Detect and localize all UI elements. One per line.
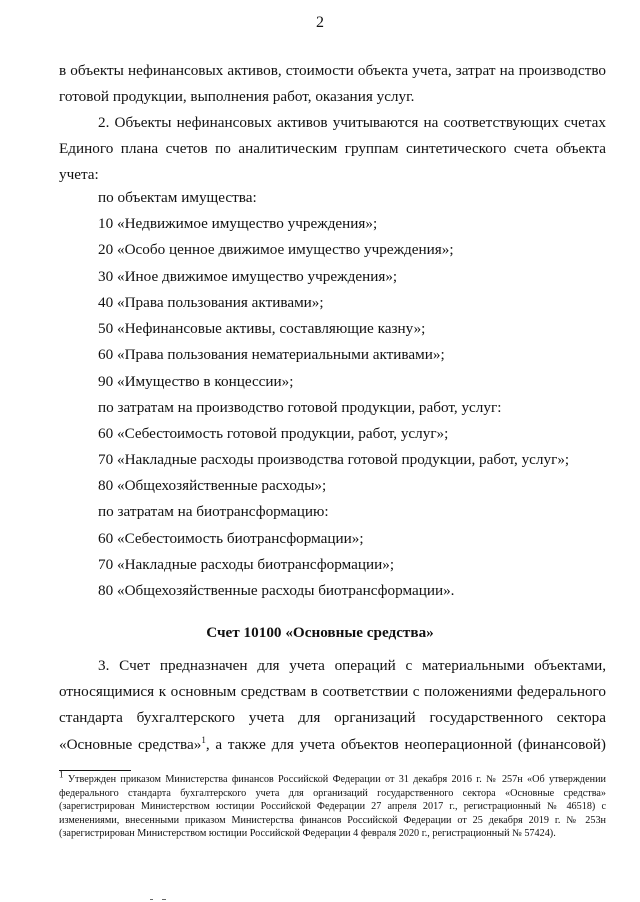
footnote-marker: 1 [59,769,64,780]
scan-artifact [162,899,166,900]
list-line: 80 «Общехозяйственные расходы»; [98,477,327,494]
list-line: 50 «Нефинансовые активы, составляющие казну»; [98,320,426,337]
list-line: 60 «Себестоимость биотрансформации»; [98,530,364,547]
page-number: 2 [316,14,324,31]
paragraph-3-text-continued: , а также для учета объектов неоперационной (финансовой) [205,735,606,753]
scan-artifact [150,899,153,900]
footnote-reference[interactable]: 1 [201,734,206,745]
paragraph-2-intro: 2. Объекты нефинансовых активов учитываются на соответствующих счетах Единого плана счетов по аналитическим группам синтетического счета объекта учета: [59,114,606,184]
list-line: 80 «Общехозяйственные расходы биотрансформации». [98,582,455,599]
list-line: 60 «Права пользования нематериальными активами»; [98,346,445,363]
paragraph-3-text: 3. Счет предназначен для учета операций с материальными объектами, относящимися к основным средствам в соответствии с положениями федерального стандарта бухгалтерского учета для организаций государственного сектора «Основные средства» [59,657,606,753]
list-line: 70 «Накладные расходы биотрансформации»; [98,556,395,573]
list-line: 20 «Особо ценное движимое имущество учреждения»; [98,241,454,258]
list-line: 70 «Накладные расходы производства готовой продукции, работ, услуг»; [98,451,570,468]
list-line: 90 «Имущество в концессии»; [98,373,294,390]
list-line: 10 «Недвижимое имущество учреждения»; [98,215,378,232]
list-line: 30 «Иное движимое имущество учреждения»; [98,268,398,285]
paragraph-3 [59,653,606,758]
list-line: по затратам на производство готовой продукции, работ, услуг: [98,399,502,416]
list-line: 40 «Права пользования активами»; [98,294,324,311]
paragraph-continuation: в объекты нефинансовых активов, стоимости объекта учета, затрат на производство готовой продукции, выполнения работ, оказания услуг. [59,62,606,106]
footnote-text: Утвержден приказом Министерства финансов Российской Федерации от 31 декабря 2016 г. № 257н «Об утверждении федерального стандарта бухгалтерского учета для организаций государственного сектора «Основные средства» (зарегистрирован Министерством юстиции Российской Федерации 27 апреля 2017 г., регистрационный № 46518) с изменениями, внесенными приказом Министерства финансов Российской Федерации от 25 декабря 2019 г. № 253н (зарегистрирован Министерством юстиции Российской Федерации 4 февраля 2020 г., регистрационный № 57424). [59,774,606,840]
list-line: по объектам имущества: [98,189,257,206]
footnote [59,769,606,841]
list-line: 60 «Себестоимость готовой продукции, работ, услуг»; [98,425,449,442]
list-line: по затратам на биотрансформацию: [98,503,329,520]
footnote-separator [59,770,131,771]
section-heading: Счет 10100 «Основные средства» [206,624,434,641]
